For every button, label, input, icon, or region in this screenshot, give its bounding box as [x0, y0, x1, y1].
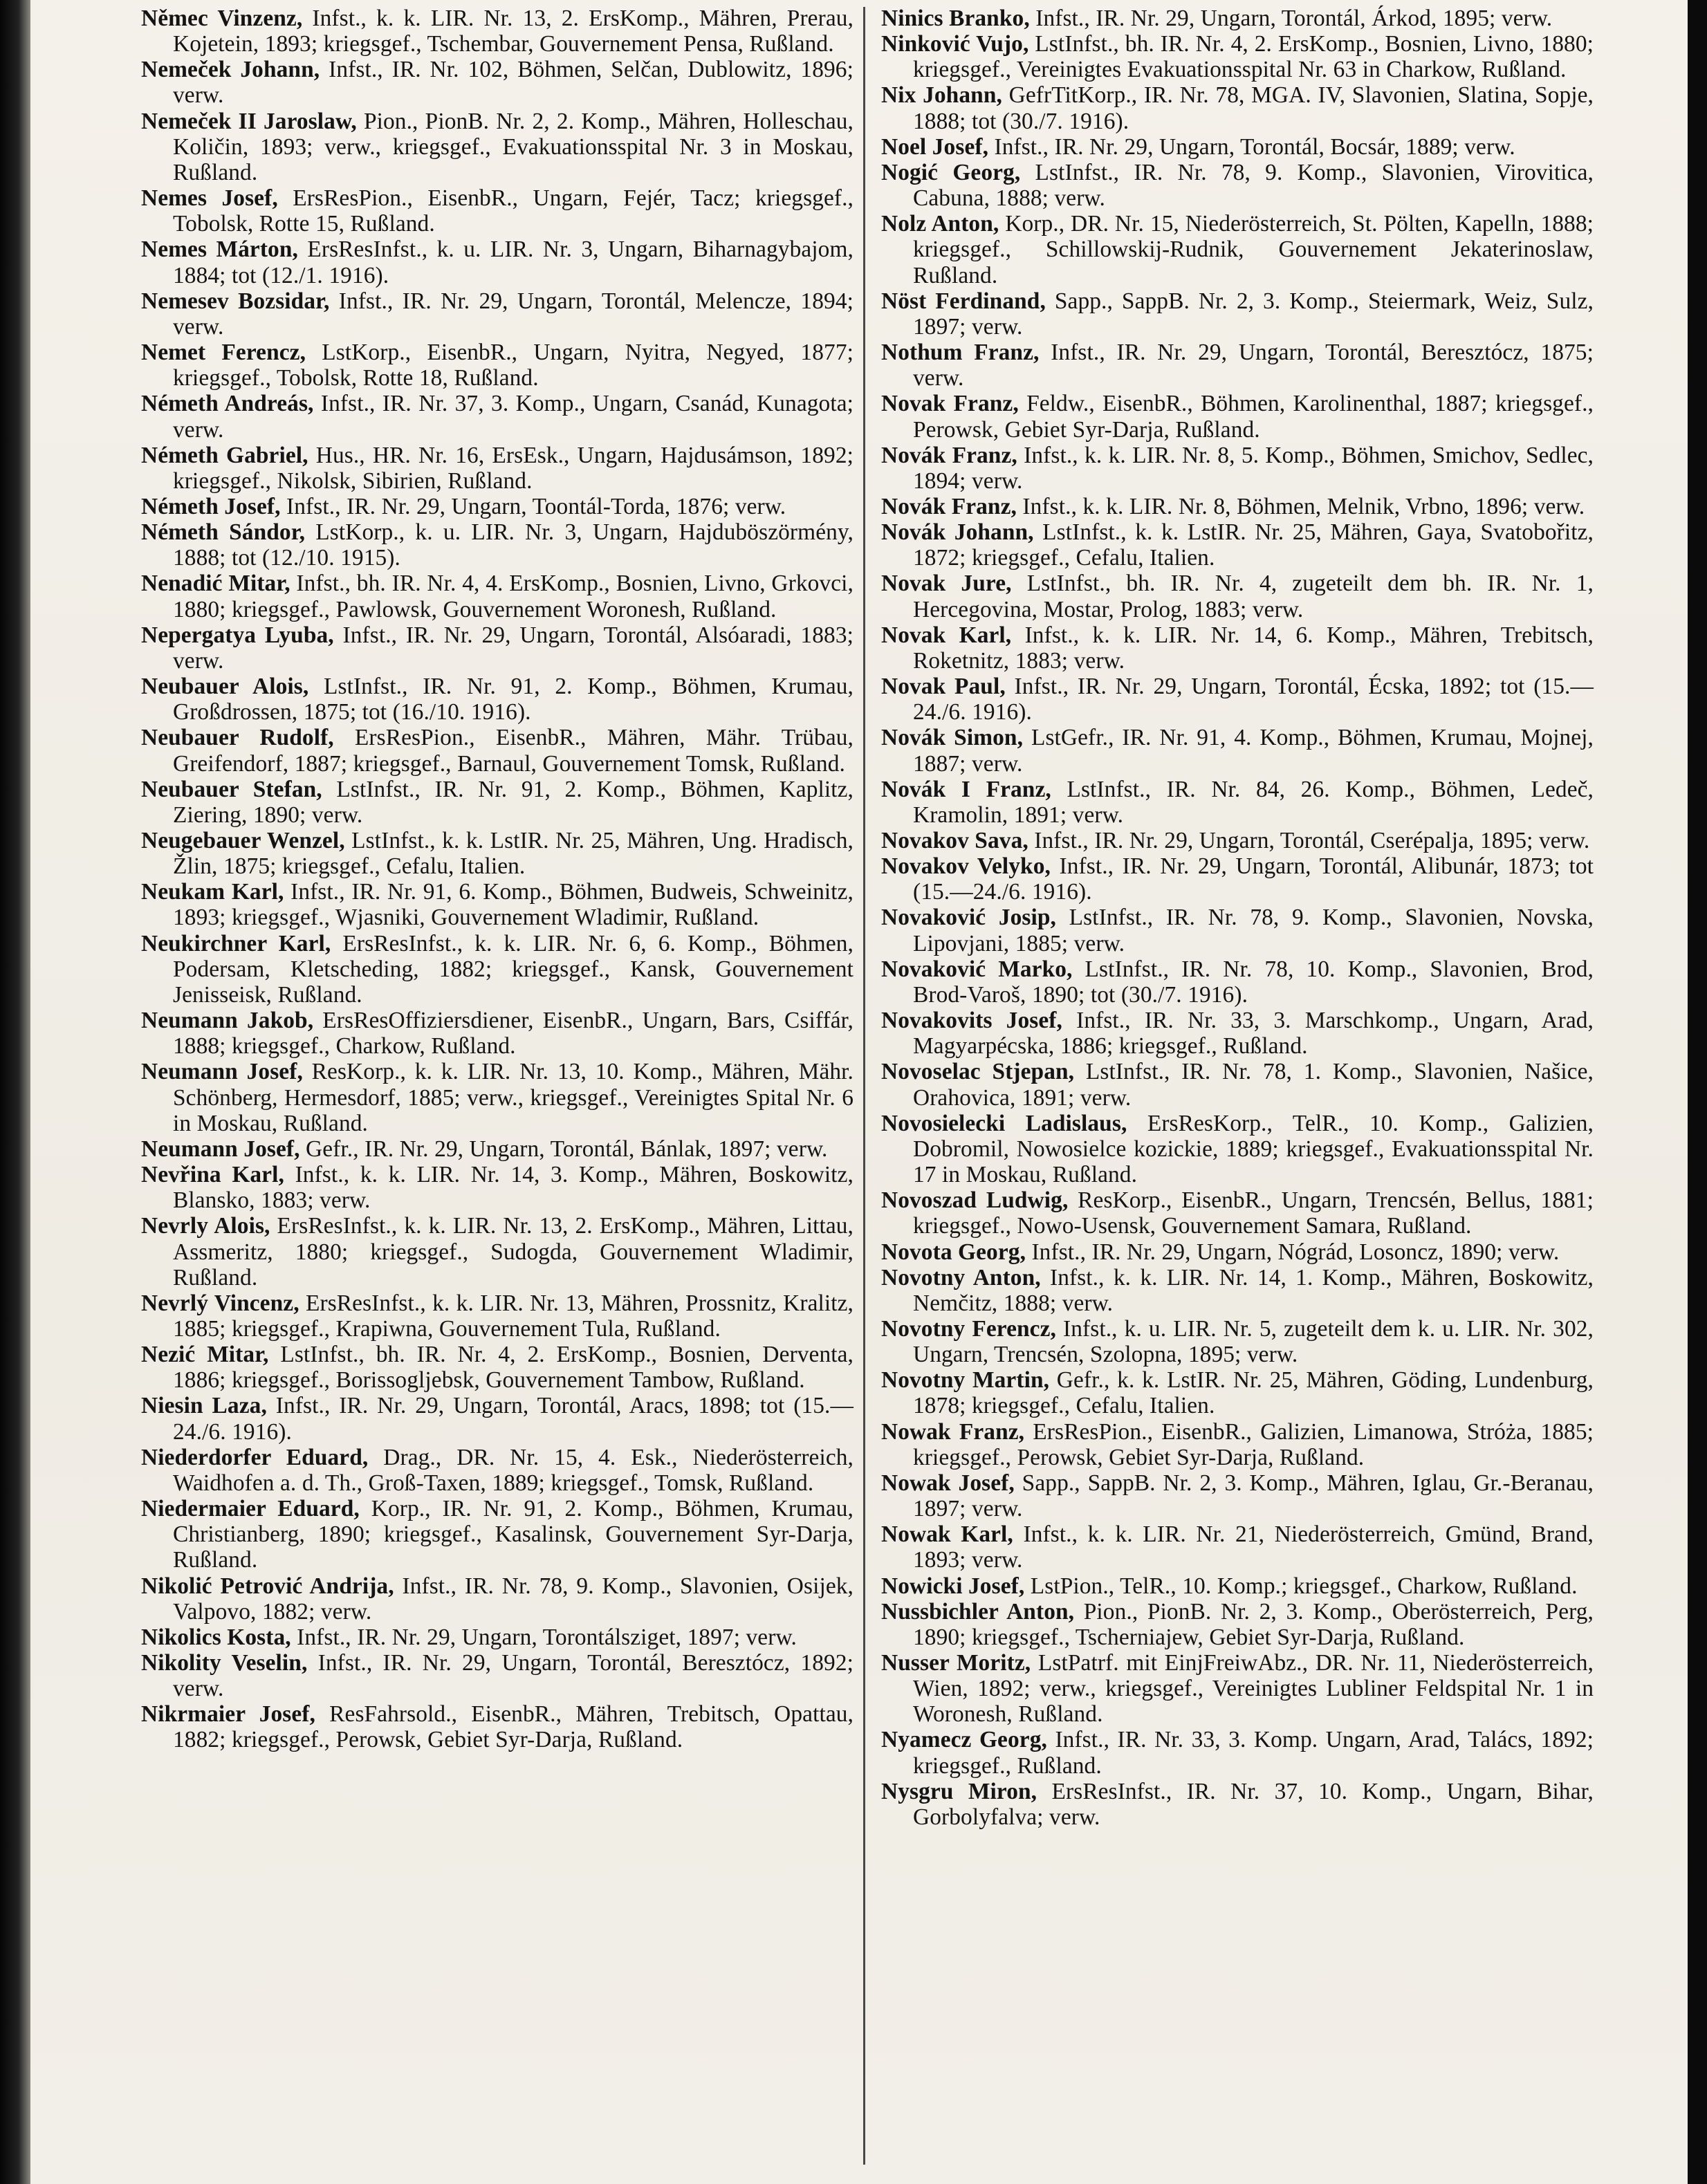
entry-name: Nysgru Miron,	[881, 1778, 1037, 1804]
entry-details: Gefr., k. k. LstIR. Nr. 25, Mähren, Göding, Lundenburg, 1878; kriegsgef., Cefalu, Italien.	[913, 1367, 1594, 1419]
entry-details: LstInfst., IR. Nr. 91, 2. Komp., Böhmen, Krumau, Großdrossen, 1875; tot (16./10. 1916).	[173, 674, 854, 725]
entry-name: Nowak Karl,	[881, 1521, 1013, 1548]
entry-details: Infst., k. k. LIR. Nr. 21, Niederösterreich, Gmünd, Brand, 1893; verw.	[913, 1521, 1594, 1573]
entry-details: ResFahrsold., EisenbR., Mähren, Trebitsch, Opattau, 1882; kriegsgef., Perowsk, Gebiet Syr-Darja, Rußland.	[173, 1701, 854, 1753]
casualty-entry	[881, 1187, 1594, 1239]
entry-name: Novaković Marko,	[881, 956, 1073, 982]
entry-details: Infst., IR. Nr. 91, 6. Komp., Böhmen, Budweis, Schweinitz, 1893; kriegsgef., Wjasniki, Gouvernement Wladimir, Rußland.	[173, 879, 854, 931]
entry-details: Infst., k. k. LIR. Nr. 14, 6. Komp., Mähren, Trebitsch, Roketnitz, 1883; verw.	[913, 622, 1594, 674]
casualty-entry	[141, 571, 854, 622]
casualty-entry	[141, 1136, 854, 1162]
entry-name: Ninković Vujo,	[881, 31, 1029, 57]
entry-name: Novak Paul,	[881, 674, 1006, 700]
entry-name: Novotny Ferencz,	[881, 1315, 1056, 1342]
casualty-entry	[881, 494, 1594, 519]
entry-name: Novák I Franz,	[881, 776, 1051, 802]
casualty-entry	[881, 82, 1594, 133]
casualty-entry	[141, 109, 854, 185]
entry-details: LstGefr., IR. Nr. 91, 4. Komp., Böhmen, Krumau, Mojnej, 1887; verw.	[913, 725, 1594, 777]
entry-name: Nikolics Kosta,	[141, 1624, 291, 1650]
entry-details: Infst., IR. Nr. 29, Ungarn, Torontál, Beresztócz, 1892; verw.	[173, 1650, 854, 1702]
entry-details: ErsResOffiziersdiener, EisenbR., Ungarn, Bars, Csiffár, 1888; kriegsgef., Charkow, Rußland.	[173, 1008, 854, 1059]
entry-details: LstKorp., k. u. LIR. Nr. 3, Ungarn, Hajduböszörmény, 1888; tot (12./10. 1915).	[173, 519, 854, 571]
casualty-entry	[141, 1573, 854, 1625]
entry-details: LstInfst., IR. Nr. 78, 10. Komp., Slavonien, Brod, Brod-Varoš, 1890; tot (30./7. 1916).	[913, 956, 1594, 1008]
casualty-entry	[881, 1419, 1594, 1470]
casualty-entry	[141, 57, 854, 108]
entry-name: Novák Simon,	[881, 725, 1024, 751]
casualty-entry	[881, 1470, 1594, 1521]
entry-name: Nemet Ferencz,	[141, 340, 306, 366]
entry-details: Infst., k. k. LIR. Nr. 14, 3. Komp., Mähren, Boskowitz, Blansko, 1883; verw.	[173, 1162, 854, 1214]
entry-details: LstKorp., EisenbR., Ungarn, Nyitra, Negyed, 1877; kriegsgef., Tobolsk, Rotte 18, Rußland.	[173, 340, 854, 391]
entry-details: Korp., IR. Nr. 91, 2. Komp., Böhmen, Krumau, Christianberg, 1890; kriegsgef., Kasalinsk, Gouvernement Syr-Darja, Rußland.	[173, 1496, 854, 1573]
entry-details: Infst., IR. Nr. 29, Ungarn, Torontál, Árkod, 1895; verw.	[1029, 6, 1553, 31]
entry-details: LstInfst., bh. IR. Nr. 4, 2. ErsKomp., Bosnien, Derventa, 1886; kriegsgef., Borissogljebsk, Gouvernement Tambow, Rußland.	[173, 1342, 854, 1394]
entry-name: Nezić Mitar,	[141, 1342, 269, 1368]
casualty-entry	[141, 777, 854, 828]
entry-details: Infst., IR. Nr. 29, Ungarn, Torontál, Bocsár, 1889; verw.	[988, 133, 1515, 160]
casualty-entry	[141, 391, 854, 442]
entry-details: Gefr., IR. Nr. 29, Ungarn, Torontál, Bánlak, 1897; verw.	[299, 1136, 828, 1162]
entry-name: Novák Franz,	[881, 493, 1017, 519]
casualty-entry	[881, 519, 1594, 571]
casualty-entry	[141, 622, 854, 674]
casualty-entry	[881, 391, 1594, 442]
entry-details: Infst., k. k. LIR. Nr. 8, 5. Komp., Böhmen, Smichov, Sedlec, 1894; verw.	[913, 442, 1594, 494]
entry-name: Nikolity Veselin,	[141, 1650, 308, 1676]
entry-details: LstInfst., IR. Nr. 78, 9. Komp., Slavonien, Virovitica, Cabuna, 1888; verw.	[913, 159, 1594, 212]
entry-details: ErsResPion., EisenbR., Ungarn, Fejér, Tacz; kriegsgef., Tobolsk, Rotte 15, Rußland.	[173, 185, 854, 237]
entry-details: ErsResInfst., IR. Nr. 37, 10. Komp., Ungarn, Bihar, Gorbolyfalva; verw.	[913, 1778, 1594, 1830]
entry-name: Novaković Josip,	[881, 905, 1057, 931]
entry-name: Noel Josef,	[881, 133, 989, 160]
entry-details: Infst., k. k. LIR. Nr. 14, 1. Komp., Mähren, Boskowitz, Nemčitz, 1888; verw.	[913, 1264, 1594, 1316]
entry-name: Ninics Branko,	[881, 6, 1030, 31]
entry-name: Niederdorfer Eduard,	[141, 1444, 369, 1470]
entry-name: Nenadić Mitar,	[141, 571, 290, 597]
entry-name: Neubauer Alois,	[141, 674, 309, 700]
entry-details: ResKorp., k. k. LIR. Nr. 13, 10. Komp., Mähren, Mähr. Schönberg, Hermesdorf, 1885; verw., kriegsgef., Vereinigtes Spital Nr. 6 in Moskau, Rußland.	[173, 1059, 854, 1136]
entry-details: Hus., HR. Nr. 16, ErsEsk., Ungarn, Hajdusámson, 1892; kriegsgef., Nikolsk, Sibirien, Rußland.	[173, 442, 854, 494]
casualty-entry	[141, 1162, 854, 1213]
entry-details: Infst., k. u. LIR. Nr. 5, zugeteilt dem k. u. LIR. Nr. 302, Ungarn, Trencsén, Szolopna, 1895; verw.	[913, 1315, 1594, 1368]
casualty-entry	[141, 674, 854, 725]
casualty-entry	[881, 1111, 1594, 1187]
column-divider	[863, 7, 865, 2165]
entry-name: Nemeček II Jaroslaw,	[141, 108, 357, 134]
entry-details: Infst., IR. Nr. 29, Ungarn, Torontál, Écska, 1892; tot (15.—24./6. 1916).	[913, 674, 1594, 725]
entry-details: Infst., IR. Nr. 29, Ungarn, Torontál, Beresztócz, 1875; verw.	[913, 340, 1594, 391]
casualty-entry	[881, 571, 1594, 622]
entry-details: Infst., k. k. LIR. Nr. 13, 2. ErsKomp., Mähren, Prerau, Kojetein, 1893; kriegsgef., Tschembar, Gouvernement Pensa, Rußland.	[173, 6, 854, 57]
casualty-entry	[141, 1213, 854, 1290]
entry-details: LstInfst., bh. IR. Nr. 4, zugeteilt dem bh. IR. Nr. 1, Hercegovina, Mostar, Prolog, 1883; verw.	[913, 571, 1594, 622]
entry-details: ErsResInfst., k. k. LIR. Nr. 13, Mähren, Prossnitz, Kralitz, 1885; kriegsgef., Krapiwna, Gouvernement Tula, Rußland.	[173, 1290, 854, 1342]
entry-name: Nowak Josef,	[881, 1470, 1015, 1496]
entry-name: Nevrly Alois,	[141, 1213, 270, 1239]
entry-name: Novoselac Stjepan,	[881, 1059, 1075, 1085]
entry-name: Niesin Laza,	[141, 1393, 267, 1419]
entry-details: LstInfst., bh. IR. Nr. 4, 2. ErsKomp., Bosnien, Livno, 1880; kriegsgef., Vereinigtes Evakuationsspital Nr. 63 in Charkow, Rußland.	[913, 31, 1594, 83]
entry-name: Neubauer Rudolf,	[141, 725, 334, 751]
entry-details: ErsResInfst., k. k. LIR. Nr. 6, 6. Komp., Böhmen, Podersam, Kletscheding, 1882; kriegsgef., Kansk, Gouvernement Jenisseisk, Rußland.	[173, 930, 854, 1008]
entry-name: Nolz Anton,	[881, 211, 999, 237]
right-column	[881, 6, 1594, 1830]
entry-details: LstInfst., IR. Nr. 78, 9. Komp., Slavonien, Novska, Lipovjani, 1885; verw.	[913, 905, 1594, 956]
casualty-entry	[141, 931, 854, 1008]
entry-name: Nothum Franz,	[881, 340, 1040, 366]
entry-name: Németh Josef,	[141, 493, 281, 519]
entry-details: ErsResPion., EisenbR., Mähren, Mähr. Trübau, Greifendorf, 1887; kriegsgef., Barnaul, Gouvernement Tomsk, Rußland.	[173, 725, 854, 777]
left-column	[141, 6, 854, 1753]
entry-name: Novakovits Josef,	[881, 1008, 1062, 1034]
casualty-entry	[141, 1059, 854, 1136]
casualty-entry	[141, 1008, 854, 1059]
entry-name: Nyamecz Georg,	[881, 1727, 1047, 1753]
casualty-entry	[881, 828, 1594, 853]
entry-details: LstPatrf. mit EinjFreiwAbz., DR. Nr. 11, Niederösterreich, Wien, 1892; verw., kriegsgef., Vereinigtes Lubliner Feldspital Nr. 1 in Woronesh, Rußland.	[913, 1650, 1594, 1728]
casualty-entry	[881, 134, 1594, 160]
casualty-entry	[881, 1239, 1594, 1265]
entry-name: Novak Jure,	[881, 571, 1012, 597]
casualty-entry	[881, 725, 1594, 776]
entry-details: ErsResInfst., k. u. LIR. Nr. 3, Ungarn, Biharnagybajom, 1884; tot (12./1. 1916).	[173, 237, 854, 288]
entry-name: Nowicki Josef,	[881, 1573, 1025, 1599]
casualty-entry	[881, 956, 1594, 1008]
entry-name: Novák Johann,	[881, 519, 1034, 546]
entry-name: Neugebauer Wenzel,	[141, 828, 345, 853]
entry-name: Novák Franz,	[881, 442, 1017, 468]
entry-details: Sapp., SappB. Nr. 2, 3. Komp., Steiermark, Weiz, Sulz, 1897; verw.	[913, 288, 1594, 340]
casualty-entry	[141, 725, 854, 776]
casualty-entry	[881, 853, 1594, 905]
entry-details: Infst., IR. Nr. 102, Böhmen, Selčan, Dublowitz, 1896; verw.	[173, 57, 854, 109]
casualty-entry	[881, 1779, 1594, 1830]
entry-details: LstInfst., k. k. LstIR. Nr. 25, Mähren, Gaya, Svatobořitz, 1872; kriegsgef., Cefalu, Italien.	[913, 519, 1594, 571]
casualty-entry	[141, 237, 854, 288]
entry-details: ResKorp., EisenbR., Ungarn, Trencsén, Bellus, 1881; kriegsgef., Nowo-Usensk, Gouvernement Samara, Rußland.	[913, 1187, 1594, 1239]
entry-details: Infst., bh. IR. Nr. 4, 4. ErsKomp., Bosnien, Livno, Grkovci, 1880; kriegsgef., Pawlowsk, Gouvernement Woronesh, Rußland.	[173, 571, 854, 622]
entry-name: Nogić Georg,	[881, 159, 1021, 185]
entry-name: Novakov Velyko,	[881, 853, 1051, 880]
entry-details: Infst., IR. Nr. 29, Ungarn, Torontálsziget, 1897; verw.	[290, 1624, 797, 1650]
document-page	[30, 0, 1688, 2184]
entry-name: Nöst Ferdinand,	[881, 288, 1046, 314]
casualty-entry	[881, 1008, 1594, 1059]
entry-details: Korp., DR. Nr. 15, Niederösterreich, St. Pölten, Kapelln, 1888; kriegsgef., Schillowskij-Rudnik, Gouvernement Jekaterinoslaw, Rußland.	[913, 211, 1594, 288]
entry-name: Němec Vinzenz,	[141, 6, 303, 31]
entry-details: Infst., IR. Nr. 29, Ungarn, Toontál-Torda, 1876; verw.	[280, 493, 786, 519]
entry-details: Feldw., EisenbR., Böhmen, Karolinenthal, 1887; kriegsgef., Perowsk, Gebiet Syr-Darja, Rußland.	[913, 391, 1594, 443]
entry-name: Németh Andreás,	[141, 391, 314, 417]
casualty-entry	[141, 1342, 854, 1393]
casualty-entry	[141, 1625, 854, 1650]
casualty-entry	[881, 1059, 1594, 1110]
casualty-entry	[881, 160, 1594, 211]
entry-name: Nemes Márton,	[141, 237, 298, 263]
casualty-entry	[881, 1573, 1594, 1599]
casualty-entry	[881, 622, 1594, 674]
entry-details: Infst., IR. Nr. 33, 3. Marschkomp., Ungarn, Arad, Magyarpécska, 1886; kriegsgef., Rußland.	[913, 1008, 1594, 1059]
casualty-entry	[141, 288, 854, 340]
entry-name: Neumann Jakob,	[141, 1008, 314, 1034]
casualty-entry	[141, 494, 854, 519]
casualty-entry	[881, 1521, 1594, 1573]
entry-details: Infst., IR. Nr. 78, 9. Komp., Slavonien, Osijek, Valpovo, 1882; verw.	[173, 1573, 854, 1625]
casualty-entry	[141, 185, 854, 237]
entry-details: LstPion., TelR., 10. Komp.; kriegsgef., Charkow, Rußland.	[1024, 1573, 1578, 1599]
entry-name: Novosielecki Ladislaus,	[881, 1110, 1127, 1136]
entry-name: Nikrmaier Josef,	[141, 1701, 315, 1728]
casualty-entry	[141, 1701, 854, 1752]
casualty-entry	[141, 879, 854, 930]
entry-name: Nussbichler Anton,	[881, 1598, 1075, 1625]
entry-details: Infst., IR. Nr. 29, Ungarn, Torontál, Melencze, 1894; verw.	[173, 288, 854, 340]
entry-details: ErsResInfst., k. k. LIR. Nr. 13, 2. ErsKomp., Mähren, Littau, Assmeritz, 1880; kriegsgef., Sudogda, Gouvernement Wladimir, Rußland.	[173, 1213, 854, 1290]
entry-details: Pion., PionB. Nr. 2, 3. Komp., Oberösterreich, Perg, 1890; kriegsgef., Tscherniajew, Gebiet Syr-Darja, Rußland.	[913, 1598, 1594, 1650]
entry-name: Novoszad Ludwig,	[881, 1187, 1069, 1214]
casualty-entry	[881, 905, 1594, 956]
entry-details: Infst., IR. Nr. 33, 3. Komp. Ungarn, Arad, Talács, 1892; kriegsgef., Rußland.	[913, 1727, 1594, 1779]
entry-details: Infst., IR. Nr. 29, Ungarn, Torontál, Alibunár, 1873; tot (15.—24./6. 1916).	[913, 853, 1594, 905]
casualty-entry	[141, 443, 854, 494]
scan-border	[0, 0, 30, 2184]
entry-details: Sapp., SappB. Nr. 2, 3. Komp., Mähren, Iglau, Gr.-Beranau, 1897; verw.	[913, 1470, 1594, 1522]
entry-name: Neumann Josef,	[141, 1059, 303, 1085]
entry-name: Nemeček Johann,	[141, 57, 320, 83]
casualty-entry	[881, 1316, 1594, 1367]
entry-name: Nevřina Karl,	[141, 1162, 284, 1188]
entry-details: Infst., IR. Nr. 37, 3. Komp., Ungarn, Csanád, Kunagota; verw.	[173, 391, 854, 443]
casualty-entry	[141, 1290, 854, 1342]
casualty-entry	[141, 1650, 854, 1701]
casualty-entry	[881, 443, 1594, 494]
entry-details: LstInfst., IR. Nr. 91, 2. Komp., Böhmen, Kaplitz, Ziering, 1890; verw.	[173, 776, 854, 828]
entry-details: GefrTitKorp., IR. Nr. 78, MGA. IV, Slavonien, Slatina, Sopje, 1888; tot (30./7. 1916).	[913, 82, 1594, 134]
casualty-entry	[881, 1599, 1594, 1650]
entry-name: Novakov Sava,	[881, 828, 1028, 853]
casualty-entry	[881, 288, 1594, 340]
entry-name: Novotny Martin,	[881, 1367, 1050, 1394]
entry-name: Nix Johann,	[881, 82, 1002, 109]
casualty-entry	[881, 211, 1594, 288]
entry-details: Infst., IR. Nr. 29, Ungarn, Torontál, Alsóaradi, 1883; verw.	[173, 622, 854, 674]
entry-name: Nepergatya Lyuba,	[141, 622, 334, 648]
entry-details: Infst., IR. Nr. 29, Ungarn, Torontál, Aracs, 1898; tot (15.—24./6. 1916).	[173, 1393, 854, 1445]
entry-details: Infst., k. k. LIR. Nr. 8, Böhmen, Melnik, Vrbno, 1896; verw.	[1016, 493, 1585, 519]
entry-details: Pion., PionB. Nr. 2, 2. Komp., Mähren, Holleschau, Količin, 1893; verw., kriegsgef., Evakuationsspital Nr. 3 in Moskau, Rußland.	[173, 108, 854, 185]
casualty-entry	[141, 1445, 854, 1496]
entry-details: LstInfst., IR. Nr. 84, 26. Komp., Böhmen, Ledeč, Kramolin, 1891; verw.	[913, 776, 1594, 828]
entry-name: Nowak Franz,	[881, 1418, 1025, 1445]
entry-name: Nevrlý Vincenz,	[141, 1290, 299, 1316]
entry-name: Németh Sándor,	[141, 519, 306, 546]
casualty-entry	[141, 340, 854, 391]
entry-name: Nemesev Bozsidar,	[141, 288, 330, 314]
entry-details: ErsResPion., EisenbR., Galizien, Limanowa, Stróża, 1885; kriegsgef., Perowsk, Gebiet Syr-Darja, Rußland.	[913, 1418, 1594, 1470]
entry-name: Novotny Anton,	[881, 1264, 1041, 1290]
entry-name: Niedermaier Eduard,	[141, 1496, 360, 1522]
entry-name: Nikolić Petrović Andrija,	[141, 1573, 394, 1599]
casualty-entry	[881, 6, 1594, 31]
entry-details: Drag., DR. Nr. 15, 4. Esk., Niederösterreich, Waidhofen a. d. Th., Groß-Taxen, 1889; kriegsgef., Tomsk, Rußland.	[173, 1444, 854, 1496]
entry-name: Neubauer Stefan,	[141, 776, 322, 802]
entry-name: Novota Georg,	[881, 1239, 1026, 1265]
entry-details: LstInfst., IR. Nr. 78, 1. Komp., Slavonien, Našice, Orahovica, 1891; verw.	[913, 1059, 1594, 1111]
casualty-entry	[881, 777, 1594, 828]
casualty-entry	[881, 1650, 1594, 1727]
casualty-entry	[881, 674, 1594, 725]
casualty-entry	[141, 6, 854, 57]
casualty-entry	[881, 1367, 1594, 1418]
casualty-entry	[141, 1393, 854, 1444]
entry-details: ErsResKorp., TelR., 10. Komp., Galizien, Dobromil, Nowosielce kozickie, 1889; kriegsgef., Evakuationsspital Nr. 17 in Moskau, Rußland.	[913, 1110, 1594, 1188]
casualty-entry	[881, 1265, 1594, 1316]
entry-name: Neumann Josef,	[141, 1136, 300, 1162]
casualty-entry	[141, 1496, 854, 1573]
entry-name: Novak Franz,	[881, 391, 1019, 417]
entry-name: Neukirchner Karl,	[141, 930, 331, 956]
casualty-entry	[881, 31, 1594, 82]
entry-name: Neukam Karl,	[141, 879, 284, 905]
entry-details: Infst., IR. Nr. 29, Ungarn, Nógrád, Losoncz, 1890; verw.	[1026, 1239, 1560, 1265]
entry-name: Nusser Moritz,	[881, 1650, 1031, 1676]
casualty-entry	[881, 1727, 1594, 1778]
entry-name: Németh Gabriel,	[141, 442, 308, 468]
casualty-entry	[141, 828, 854, 879]
entry-name: Novak Karl,	[881, 622, 1012, 648]
entry-name: Nemes Josef,	[141, 185, 278, 212]
entry-details: LstInfst., k. k. LstIR. Nr. 25, Mähren, Ung. Hradisch, Žlin, 1875; kriegsgef., Cefalu, Italien.	[173, 828, 854, 880]
casualty-entry	[881, 340, 1594, 391]
entry-details: Infst., IR. Nr. 29, Ungarn, Torontál, Cserépalja, 1895; verw.	[1028, 828, 1590, 853]
casualty-entry	[141, 519, 854, 571]
